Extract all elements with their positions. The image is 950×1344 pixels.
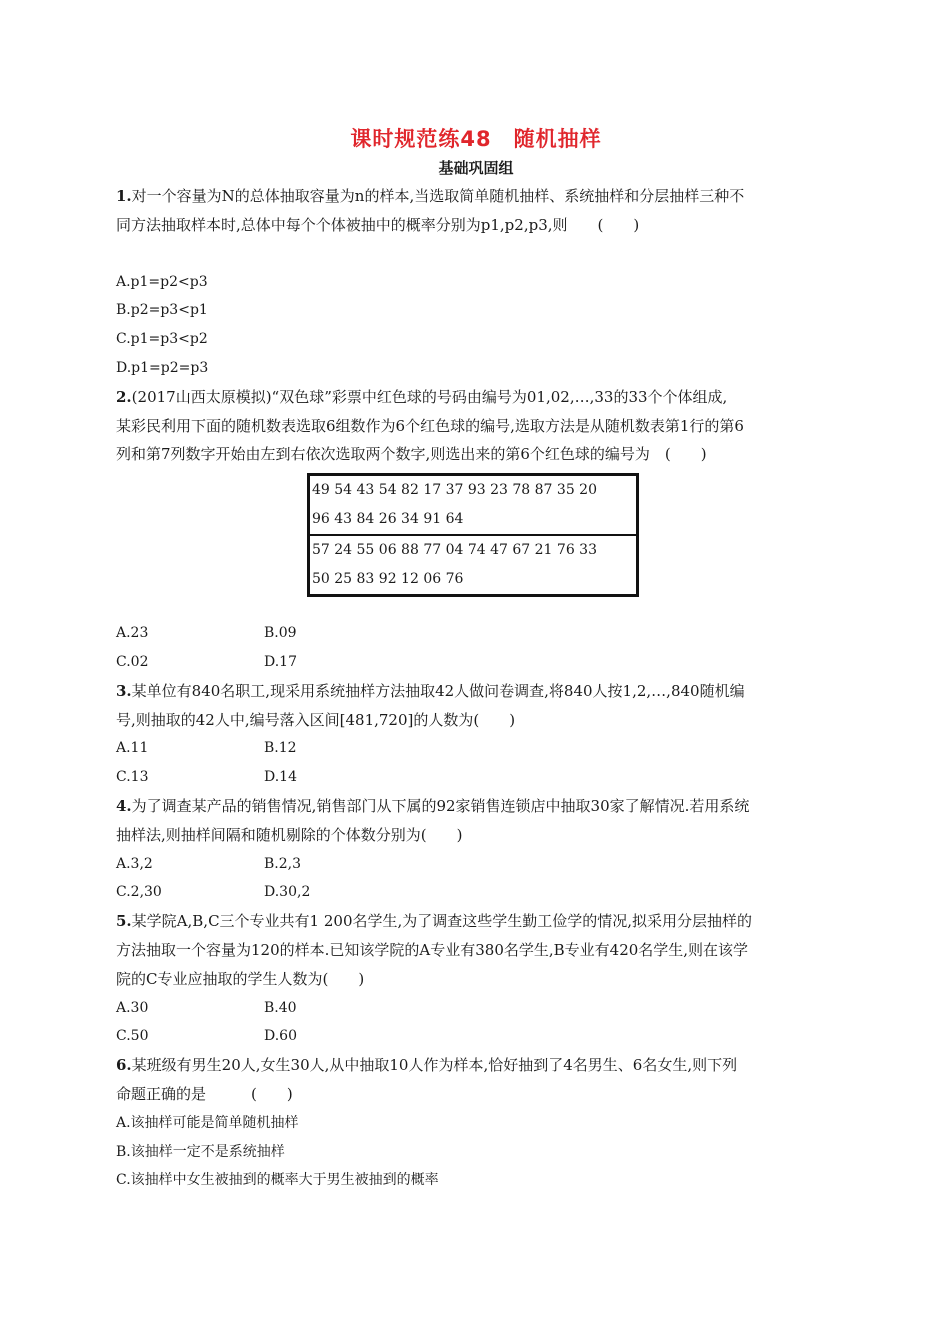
options-row-2 — [116, 1022, 836, 1051]
question-number: 3. — [116, 681, 132, 700]
option-a: A.p1=p2<p3 — [116, 273, 208, 290]
question-number: 5. — [116, 912, 132, 931]
option-b: B.12 — [264, 740, 297, 757]
options-row-1 — [116, 850, 836, 879]
random-number-table — [307, 473, 639, 597]
option-a: A.23 — [116, 625, 149, 642]
options-row-1 — [116, 619, 836, 648]
question-4 — [116, 792, 836, 907]
option-a: A.该抽样可能是简单随机抽样 — [116, 1114, 299, 1131]
question-3 — [116, 677, 836, 792]
question-4-line-2: 抽样法,则抽样间隔和随机剔除的个体数分别为( ) — [116, 825, 463, 844]
option-c: C.该抽样中女生被抽到的概率大于男生被抽到的概率 — [116, 1172, 439, 1189]
option-a: A.3,2 — [116, 855, 153, 872]
question-6-line-1: 6.某班级有男生20人,女生30人,从中抽取10人作为样本,恰好抽到了4名男生、6名女生,则下列 — [116, 1056, 738, 1075]
option-c: C.02 — [116, 653, 149, 670]
question-1-line-1: 1.对一个容量为N的总体抽取容量为n的样本,当选取简单随机抽样、系统抽样和分层抽样三种不 — [116, 187, 745, 205]
table-block-1 — [310, 476, 636, 534]
question-4-line-1: 4.为了调查某产品的销售情况,销售部门从下属的92家销售连锁店中抽取30家了解情况.若用系统 — [116, 796, 750, 815]
option-d: D.17 — [264, 653, 297, 670]
table-row: 57 24 55 06 88 77 04 74 47 67 21 76 33 — [312, 542, 597, 559]
option-b: B.p2=p3<p1 — [116, 302, 208, 319]
spacer — [116, 240, 836, 268]
options-row-1 — [116, 734, 836, 763]
question-5-line-2: 方法抽取一个容量为120的样本.已知该学院的A专业有380名学生,B专业有420名学生,则在该学 — [116, 940, 749, 959]
option-b: B.该抽样一定不是系统抽样 — [116, 1143, 285, 1160]
question-number: 1. — [116, 187, 132, 205]
question-5-line-1: 5.某学院A,B,C三个专业共有1 200名学生,为了调查这些学生勤工俭学的情况,拟采用分层抽样的 — [116, 912, 753, 931]
table-row: 49 54 43 54 82 17 37 93 23 78 87 35 20 — [312, 482, 597, 499]
question-1 — [116, 182, 836, 383]
options-row-2 — [116, 763, 836, 792]
section-heading: 基础巩固组 — [438, 159, 514, 177]
question-number: 4. — [116, 796, 132, 815]
table-block-2 — [310, 534, 636, 594]
question-2-line-3: 列和第7列数字开始由左到右依次选取两个数字,则选出来的第6个红色球的编号为 ( ) — [116, 445, 707, 464]
question-6-line-2: 命题正确的是 ( ) — [116, 1084, 293, 1103]
worksheet-page — [116, 124, 836, 1195]
option-c: C.p1=p3<p2 — [116, 331, 208, 348]
option-d: D.60 — [264, 1028, 297, 1045]
question-5 — [116, 907, 836, 1051]
question-5-line-3: 院的C专业应抽取的学生人数为( ) — [116, 969, 365, 988]
option-b: B.09 — [264, 625, 297, 642]
option-c: C.50 — [116, 1028, 149, 1045]
question-1-line-2: 同方法抽取样本时,总体中每个个体被抽中的概率分别为p1,p2,p3,则 ( ) — [116, 215, 640, 234]
option-a: A.11 — [116, 740, 149, 757]
option-d: D.30,2 — [264, 884, 311, 901]
option-c: C.13 — [116, 769, 149, 786]
option-d: D.14 — [264, 769, 297, 786]
options-row-1 — [116, 994, 836, 1023]
question-3-line-2: 号,则抽取的42人中,编号落入区间[481,720]的人数为( ) — [116, 710, 516, 729]
question-6 — [116, 1051, 836, 1195]
question-number: 2. — [116, 387, 132, 406]
option-b: B.2,3 — [264, 855, 302, 872]
spacer — [116, 597, 836, 619]
option-b: B.40 — [264, 999, 297, 1016]
question-2-line-1: 2.(2017山西太原模拟)“双色球”彩票中红色球的号码由编号为01,02,…,33的33个个体组成, — [116, 387, 728, 406]
question-2 — [116, 383, 836, 677]
options-row-2 — [116, 878, 836, 907]
options-row-2 — [116, 648, 836, 677]
option-a: A.30 — [116, 999, 149, 1016]
option-d: D.p1=p2=p3 — [116, 359, 209, 376]
table-row: 50 25 83 92 12 06 76 — [312, 571, 464, 588]
question-number: 6. — [116, 1056, 132, 1075]
page-title: 课时规范练48 随机抽样 — [350, 127, 602, 151]
question-3-line-1: 3.某单位有840名职工,现采用系统抽样方法抽取42人做问卷调查,将840人按1,2,…,840随机编 — [116, 681, 745, 700]
question-2-line-2: 某彩民利用下面的随机数表选取6组数作为6个红色球的编号,选取方法是从随机数表第1行的第6 — [116, 416, 744, 435]
option-c: C.2,30 — [116, 884, 162, 901]
table-row: 96 43 84 26 34 91 64 — [312, 511, 464, 528]
